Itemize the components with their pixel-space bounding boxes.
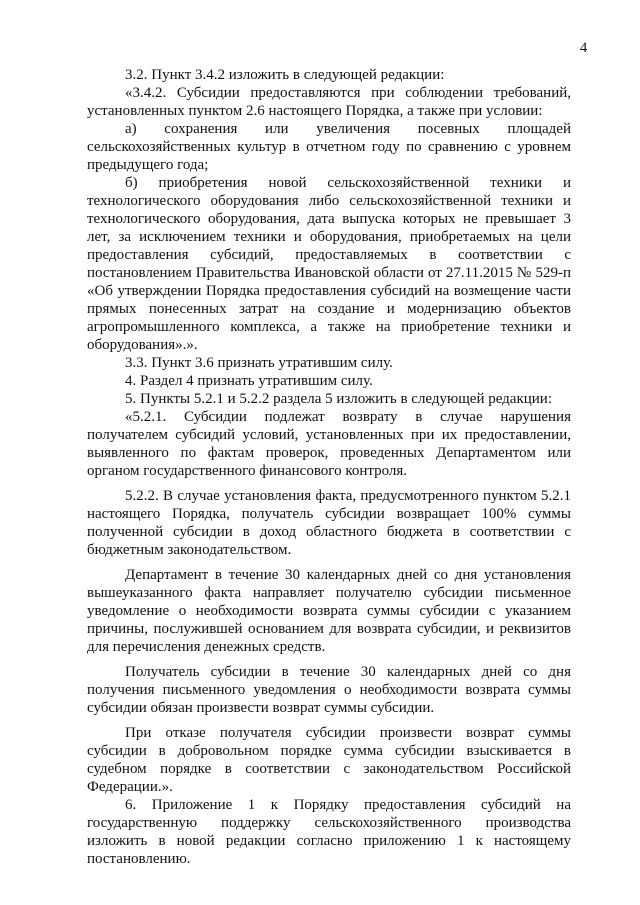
paragraph-3-4-2: «3.4.2. Субсидии предоставляются при соблюдении требований, установленных пунктом 2.6 настоящего Порядка, а также при условии: — [87, 85, 571, 119]
paragraph-recipient-return: Получатель субсидии в течение 30 календарных дней со дня получения письменного уведомления о необходимости возврата суммы субсидии обязан произвести возврат суммы субсидии. — [87, 664, 571, 716]
paragraph-3-3: 3.3. Пункт 3.6 признать утратившим силу. — [125, 355, 393, 371]
document-body — [87, 66, 571, 868]
page-number: 4 — [580, 40, 588, 56]
paragraph-5-2-1: «5.2.1. Субсидии подлежат возврату в случае нарушения получателем субсидий условий, установленных при их предоставлении, выявленного по фактам проверок, проведенных Департаментом или органом государственного финансового контроля. — [87, 409, 571, 479]
paragraph-3-2: 3.2. Пункт 3.4.2 изложить в следующей редакции: — [125, 67, 445, 83]
paragraph-4: 4. Раздел 4 признать утратившим силу. — [125, 373, 373, 389]
paragraph-5-2-2: 5.2.2. В случае установления факта, предусмотренного пунктом 5.2.1 настоящего Порядка, получатель субсидии возвращает 100% суммы полученной субсидии в доход областного бюджета в соответствии с бюджетным законодательством. — [87, 488, 571, 558]
paragraph-condition-a: а) сохранения или увеличения посевных площадей сельскохозяйственных культур в отчетном году по сравнению с уровнем предыдущего года; — [87, 121, 571, 173]
paragraph-5: 5. Пункты 5.2.1 и 5.2.2 раздела 5 изложить в следующей редакции: — [125, 391, 553, 407]
paragraph-refusal: При отказе получателя субсидии произвести возврат суммы субсидии в добровольном порядке сумма субсидии взыскивается в судебном порядке в соответствии с законодательством Российской Федерации.». — [87, 725, 571, 795]
paragraph-department-notice: Департамент в течение 30 календарных дней со дня установления вышеуказанного факта направляет получателю субсидии письменное уведомление о необходимости возврата суммы субсидии с указанием причины, послужившей основанием для возврата субсидии, и реквизитов для перечисления денежных средств. — [87, 567, 571, 655]
paragraph-6: 6. Приложение 1 к Порядку предоставления субсидий на государственную поддержку сельскохозяйственного производства изложить в новой редакции согласно приложению 1 к настоящему постановлению. — [87, 797, 571, 867]
paragraph-condition-b: б) приобретения новой сельскохозяйственной техники и технологического оборудования либо сельскохозяйственной техники и технологического оборудования, дата выпуска которых не превышает 3 лет, за исключением техники и оборудования, приобретаемых на цели предоставления субсидий, предоставляемых в соответствии с постановлением Правительства Ивановской области от 27.11.2015 № 529-п «Об утверждении Порядка предоставления субсидий на возмещение части прямых понесенных затрат на создание и модернизацию объектов агропромышленного комплекса, а также на приобретение техники и оборудования».». — [87, 175, 571, 353]
